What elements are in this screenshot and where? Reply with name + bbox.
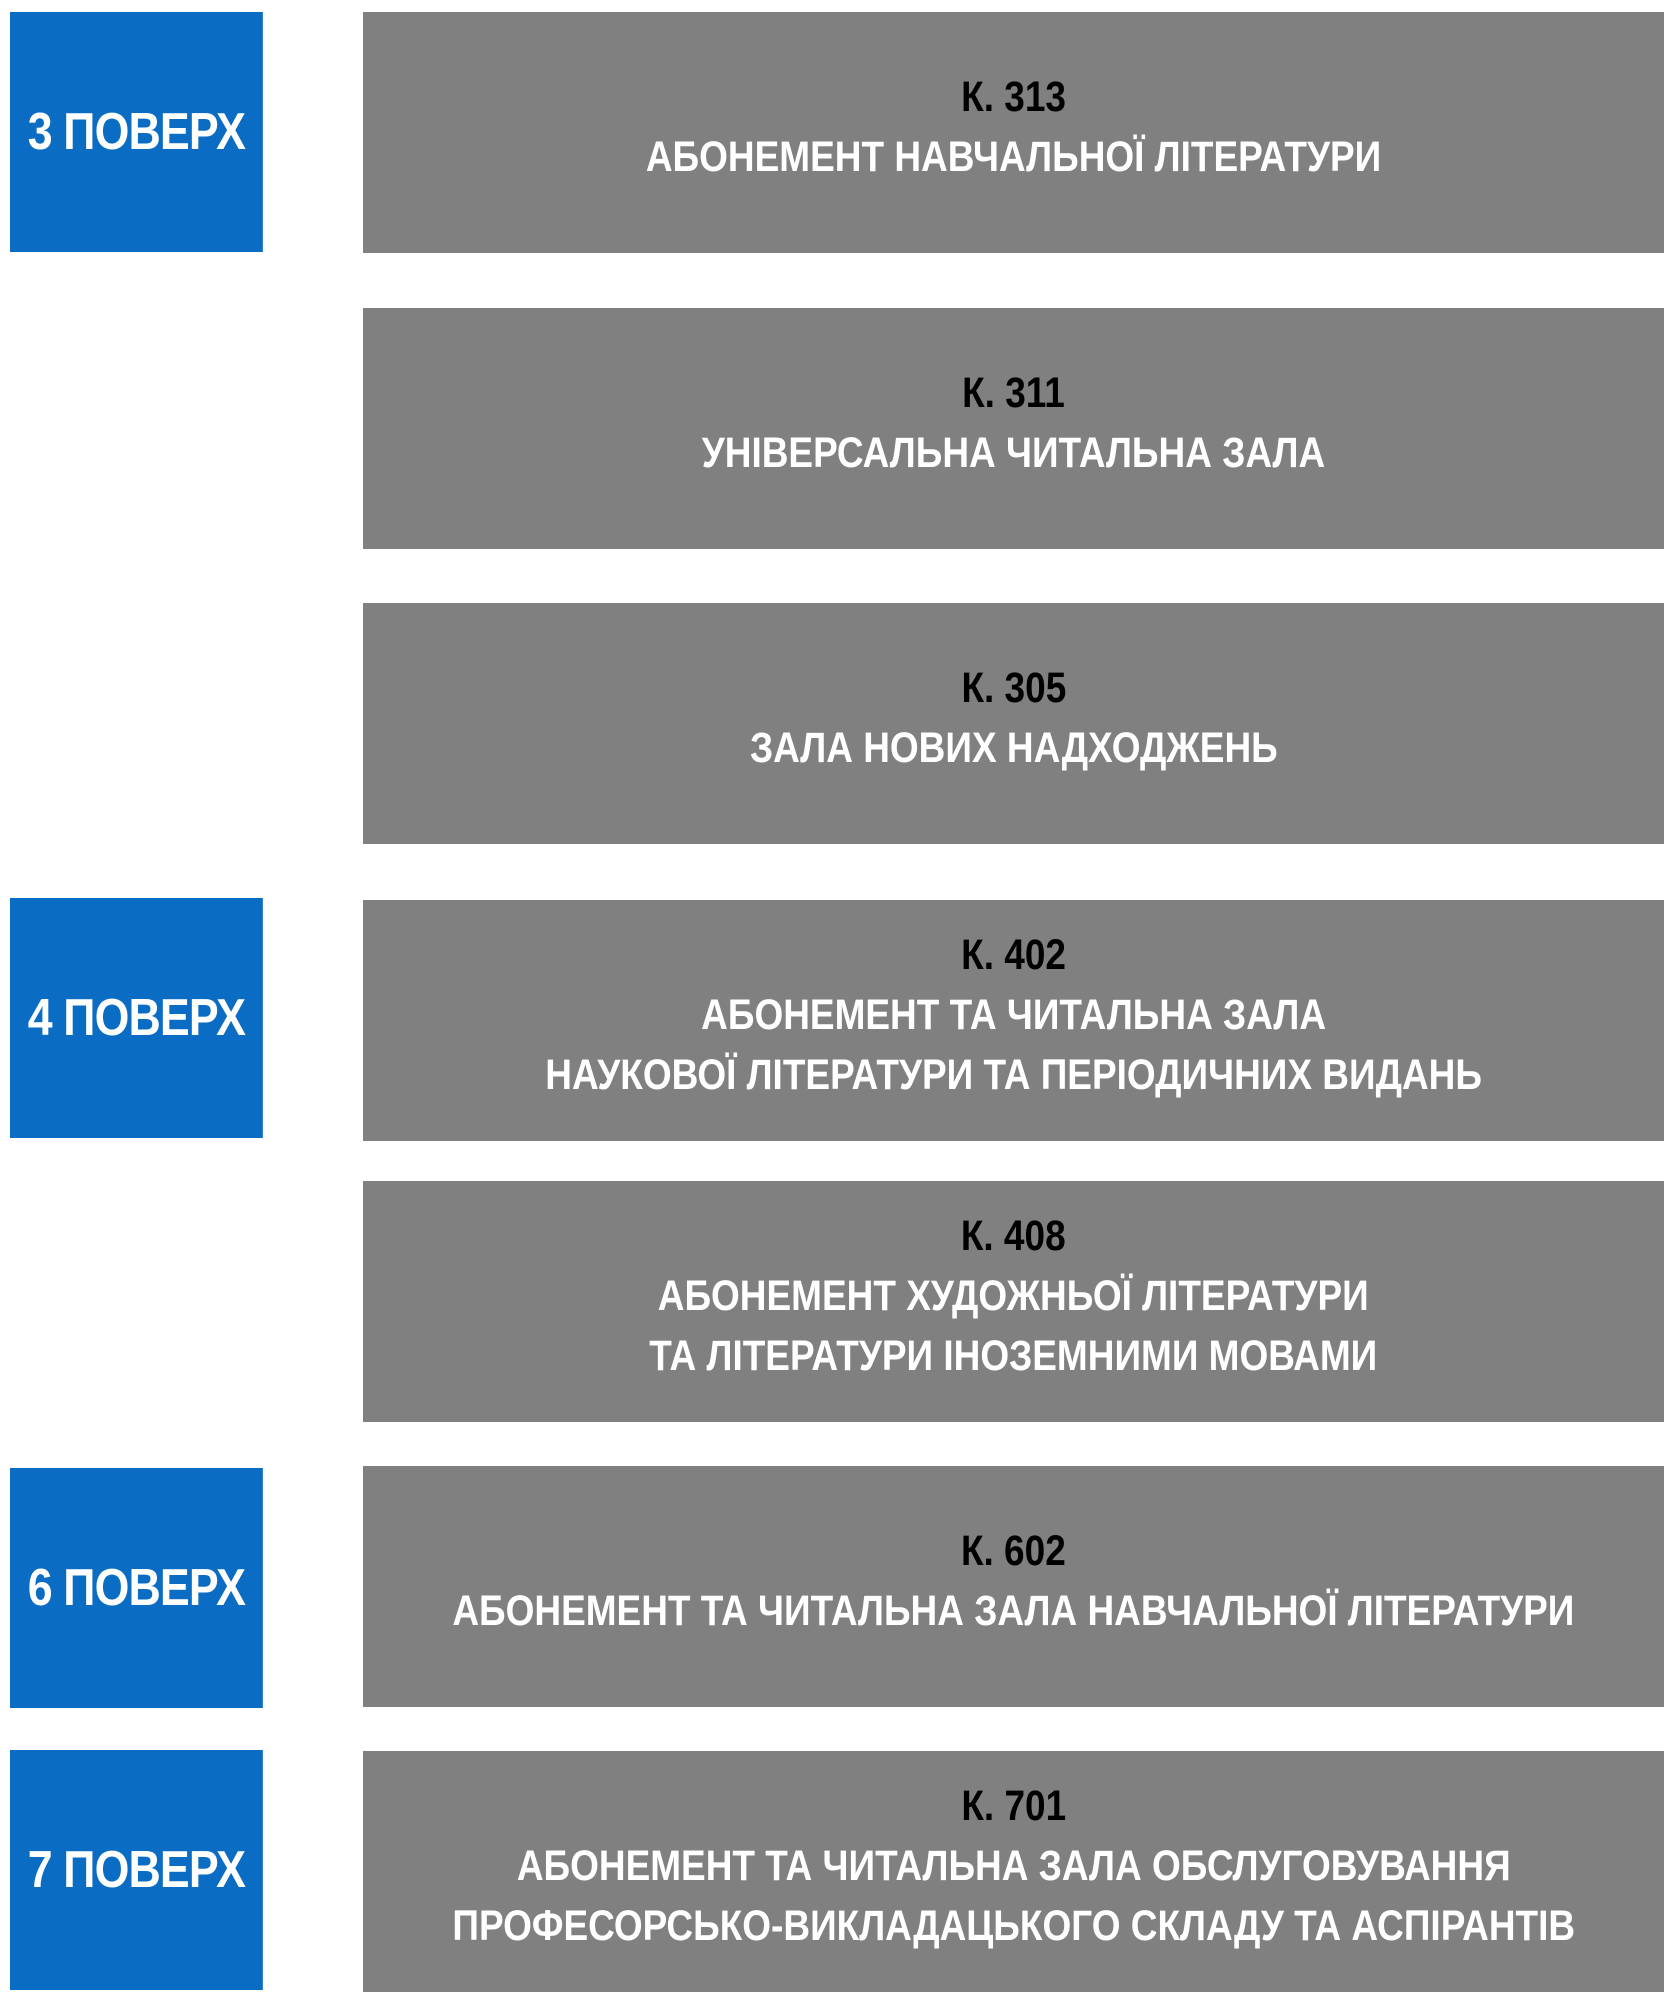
floor-3-label bbox=[10, 12, 263, 252]
room-description: УНІВЕРСАЛЬНА ЧИТАЛЬНА ЗАЛА bbox=[701, 428, 1326, 477]
room-description: АБОНЕМЕНТ НАВЧАЛЬНОЇ ЛІТЕРАТУРИ bbox=[645, 132, 1382, 181]
floor-4-label bbox=[10, 898, 263, 1138]
room-number: К. 402 bbox=[961, 930, 1066, 979]
floor-7-label bbox=[10, 1750, 263, 1990]
floor-label-text: 3 ПОВЕРХ bbox=[27, 103, 246, 161]
floor-label-text: 7 ПОВЕРХ bbox=[27, 1841, 246, 1899]
room-408 bbox=[363, 1181, 1664, 1422]
room-402 bbox=[363, 900, 1664, 1141]
room-number: К. 602 bbox=[961, 1526, 1066, 1575]
room-description: АБОНЕМЕНТ ТА ЧИТАЛЬНА ЗАЛА ОБСЛУГОВУВАННЯ bbox=[516, 1841, 1511, 1890]
room-number: К. 305 bbox=[961, 663, 1066, 712]
floor-label-text: 4 ПОВЕРХ bbox=[27, 989, 246, 1047]
room-number: К. 701 bbox=[961, 1781, 1066, 1830]
room-313 bbox=[363, 12, 1664, 253]
room-701 bbox=[363, 1751, 1664, 1992]
room-description: АБОНЕМЕНТ ТА ЧИТАЛЬНА ЗАЛА bbox=[701, 990, 1326, 1039]
room-description: АБОНЕМЕНТ ХУДОЖНЬОЇ ЛІТЕРАТУРИ bbox=[658, 1271, 1369, 1320]
room-number: К. 408 bbox=[961, 1211, 1066, 1260]
room-description: АБОНЕМЕНТ ТА ЧИТАЛЬНА ЗАЛА НАВЧАЛЬНОЇ ЛІТЕРАТУРИ bbox=[452, 1586, 1575, 1635]
room-description: ПРОФЕСОРСЬКО-ВИКЛАДАЦЬКОГО СКЛАДУ ТА АСПІРАНТІВ bbox=[452, 1901, 1575, 1950]
room-311 bbox=[363, 308, 1664, 549]
room-602 bbox=[363, 1466, 1664, 1707]
room-number: К. 313 bbox=[961, 72, 1066, 121]
room-description: НАУКОВОЇ ЛІТЕРАТУРИ ТА ПЕРІОДИЧНИХ ВИДАНЬ bbox=[545, 1050, 1482, 1099]
floor-label-text: 6 ПОВЕРХ bbox=[27, 1559, 246, 1617]
room-number: К. 311 bbox=[962, 368, 1065, 417]
room-description: ТА ЛІТЕРАТУРИ ІНОЗЕМНИМИ МОВАМИ bbox=[649, 1331, 1378, 1380]
floor-6-label bbox=[10, 1468, 263, 1708]
room-305 bbox=[363, 603, 1664, 844]
room-description: ЗАЛА НОВИХ НАДХОДЖЕНЬ bbox=[749, 723, 1278, 772]
